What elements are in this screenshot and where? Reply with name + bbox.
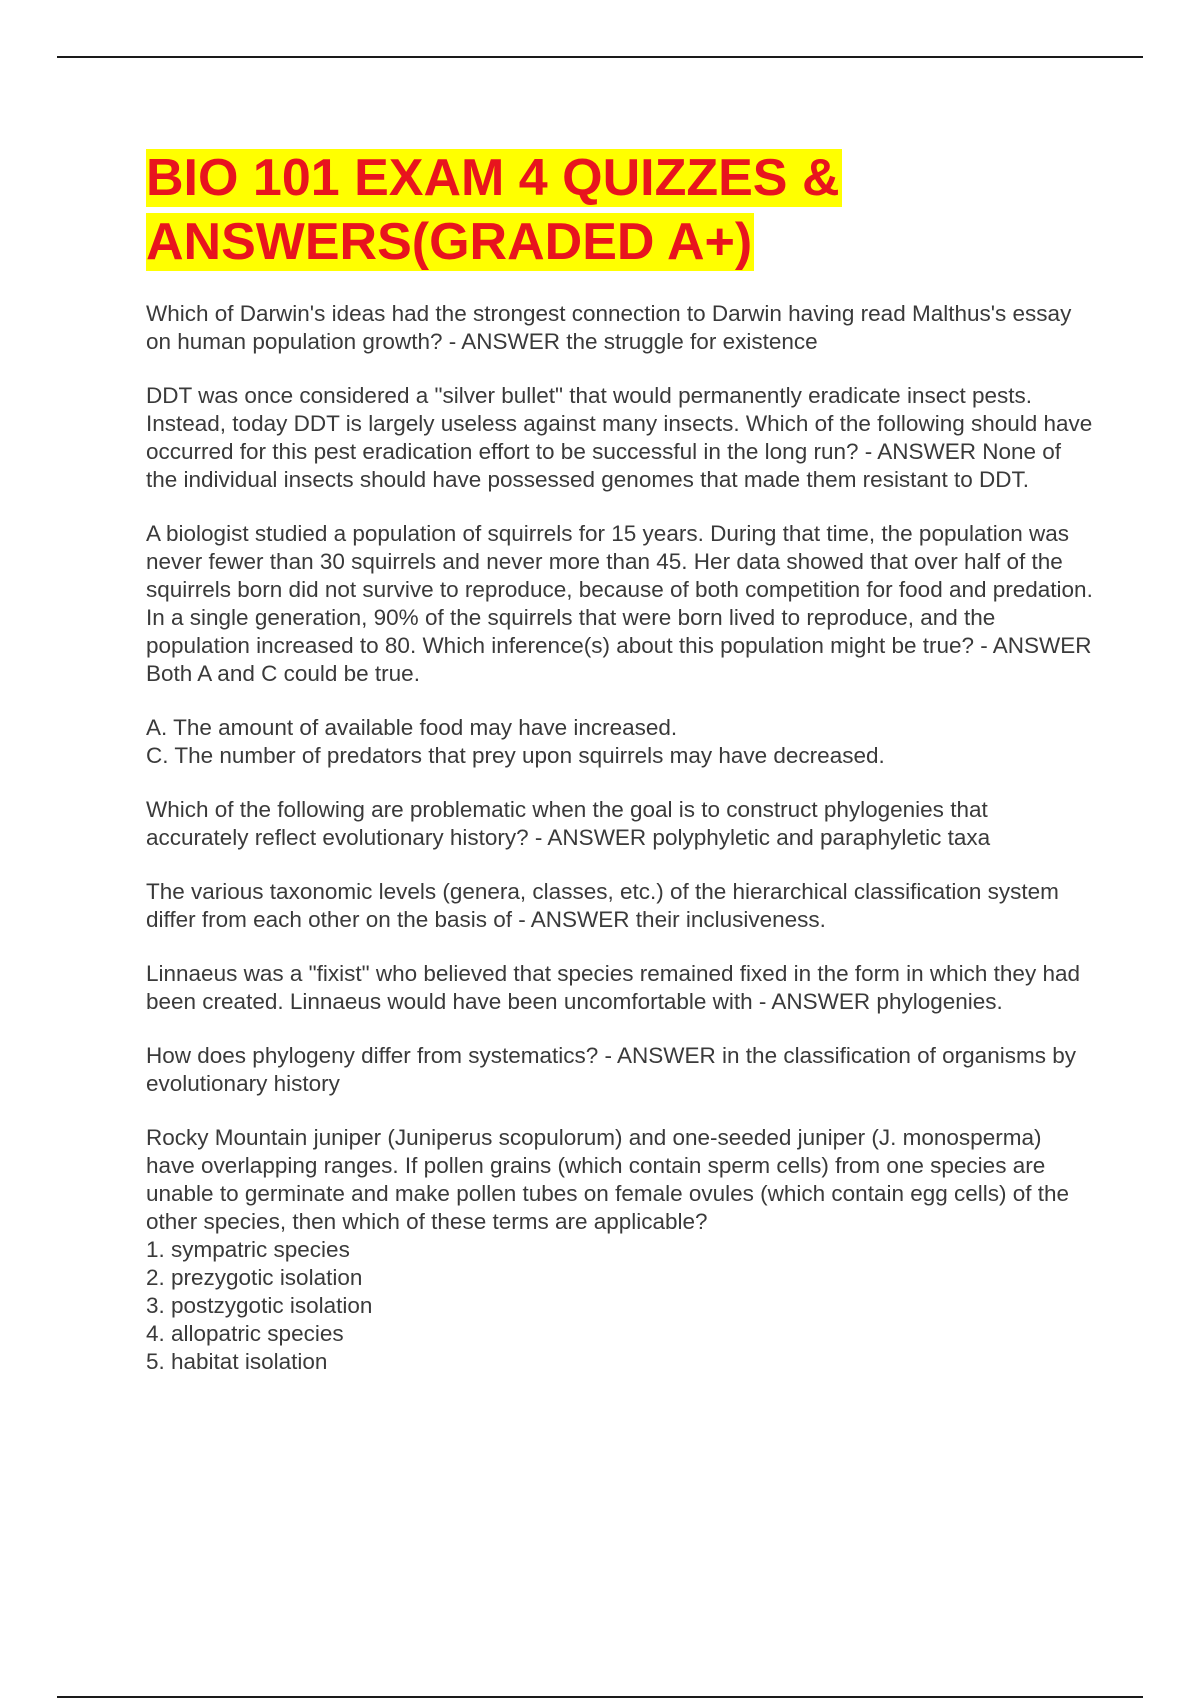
qa-paragraph-2: DDT was once considered a "silver bullet" that would permanently eradicate insect pests. Instead, today DDT is largely useless against many insects. Which of the following should have occurred for this pest eradication effort to be successful in the long run? - ANSWER None of the individual insects should have possessed genomes that made them resistant to DDT. [146, 383, 1093, 492]
qa-paragraph-5: The various taxonomic levels (genera, classes, etc.) of the hierarchical classification system differ from each other on the basis of - ANSWER their inclusiveness. [146, 879, 1059, 932]
last-question-text: Rocky Mountain juniper (Juniperus scopulorum) and one-seeded juniper (J. monosperma) have overlapping ranges. If pollen grains (which contain sperm cells) from one species are unable to germinate and make pollen tubes on female ovules (which contain egg cells) of the other species, then which of these terms are applicable? [146, 1125, 1070, 1234]
qa-answer-options: A. The amount of available food may have increased. C. The number of predators that prey upon squirrels may have decreased. [146, 715, 885, 768]
list-item: 3. postzygotic isolation [146, 1293, 373, 1318]
document-body [146, 146, 1096, 1376]
qa-paragraph-3: A biologist studied a population of squirrels for 15 years. During that time, the population was never fewer than 30 squirrels and never more than 45. Her data showed that over half of the squirrels born did not survive to reproduce, because of both competition for food and predation. In a single generation, 90% of the squirrels that were born lived to reproduce, and the population increased to 80. Which inference(s) about this population might be true? - ANSWER Both A and C could be true. [146, 521, 1093, 686]
bottom-rule [57, 1696, 1143, 1698]
qa-paragraph-4: Which of the following are problematic when the goal is to construct phylogenies that accurately reflect evolutionary history? - ANSWER polyphyletic and paraphyletic taxa [146, 797, 991, 850]
qa-paragraph-6: Linnaeus was a "fixist" who believed that species remained fixed in the form in which they had been created. Linnaeus would have been uncomfortable with - ANSWER phylogenies. [146, 961, 1080, 1014]
list-item: 2. prezygotic isolation [146, 1265, 363, 1290]
qa-paragraph-7: How does phylogeny differ from systematics? - ANSWER in the classification of organisms by evolutionary history [146, 1043, 1076, 1096]
document-title-text: BIO 101 EXAM 4 QUIZZES & ANSWERS(GRADED A+) [146, 149, 840, 271]
document-title [146, 146, 1096, 274]
list-item: 5. habitat isolation [146, 1349, 328, 1374]
top-rule [57, 56, 1143, 58]
list-item: 1. sympatric species [146, 1237, 350, 1262]
list-item: 4. allopatric species [146, 1321, 344, 1346]
qa-paragraph-1: Which of Darwin's ideas had the strongest connection to Darwin having read Malthus's essay on human population growth? - ANSWER the struggle for existence [146, 301, 1072, 354]
last-question-block [146, 1124, 1096, 1376]
